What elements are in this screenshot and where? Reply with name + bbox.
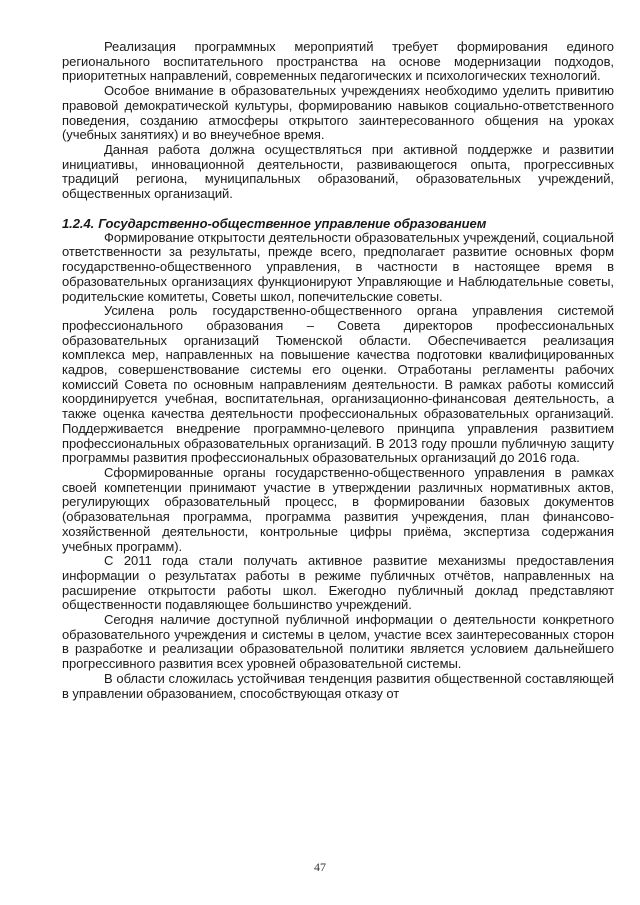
- document-page: [62, 40, 614, 701]
- page-number: 47: [314, 860, 326, 874]
- section-title: Государственно-общественное управление образованием: [98, 215, 487, 231]
- section-number: 1.2.4.: [62, 215, 95, 231]
- paragraph: Сегодня наличие доступной публичной информации о деятельности конкретного образовательного учреждения и системы в целом, участие всех заинтересованных сторон в разработке и реализации образовательной политики является условием дальнейшего прогрессивного развития всех уровней образовательной системы.: [62, 612, 614, 672]
- paragraph: Данная работа должна осуществляться при активной поддержке и развитии инициативы, инновационной деятельности, развивающегося опыта, прогрессивных традиций региона, муниципальных образований, образовательных учреждений, общественных организаций.: [62, 141, 614, 202]
- paragraph: С 2011 года стали получать активное развитие механизмы предоставления информации о результатах работы в режиме публичных отчётов, направленных на расширение открытости работы школ. Ежегодно публичный доклад представляют общественности подавляющее большинство учреждений.: [62, 553, 614, 613]
- paragraph: Особое внимание в образовательных учреждениях необходимо уделить привитию правовой демократической культуры, формированию навыков социально-ответственного поведения, созданию атмосферы открытого заинтересованного общения на уроках (учебных занятиях) и во внеучебное время.: [62, 83, 614, 143]
- paragraph: Сформированные органы государственно-общественного управления в рамках своей компетенции принимают участие в утверждении различных нормативных актов, регулирующих образовательный процесс, в формировании базовых документов (образовательная программа, программа развития учреждения, план финансово-хозяйственной деятельности, контрольные цифры приёма, экспертиза содержания учебных программ).: [62, 464, 614, 554]
- section-heading: [62, 216, 614, 231]
- paragraph: Реализация программных мероприятий требует формирования единого регионального воспитательного пространства на основе модернизации подходов, приоритетных направлений, современных педагогических и психологических технологий.: [62, 39, 614, 84]
- paragraph: В области сложилась устойчивая тенденция развития общественной составляющей в управлении образованием, способствующая отказу от: [62, 670, 614, 701]
- paragraph: Формирование открытости деятельности образовательных учреждений, социальной ответственности за результаты, прежде всего, предполагает развитие основных форм государственно-общественного управления, в частности в настоящее время в образовательных организациях функционируют Управляющие и Наблюдательные советы, родительские комитеты, Советы школ, попечительские советы.: [62, 229, 614, 304]
- paragraph: Усилена роль государственно-общественного органа управления системой профессионального образования – Совета директоров профессиональных образовательных организаций Тюменской области. Обеспечивается реализация комплекса мер, направленных на повышение качества подготовки квалифицированных кадров, совершенствование системы его оценки. Отработаны регламенты рабочих комиссий Совета по основным направлениям деятельности. В рамках работы комиссий координируется учебная, воспитательная, организационно-финансовая деятельность, а также оценка качества деятельности профессиональных образовательных организаций. Поддерживается внедрение программно-целевого принципа управления развитием профессиональных образовательных организаций. В 2013 году прошли публичную защиту программы развития профессиональных образовательных организаций до 2016 года.: [62, 303, 614, 466]
